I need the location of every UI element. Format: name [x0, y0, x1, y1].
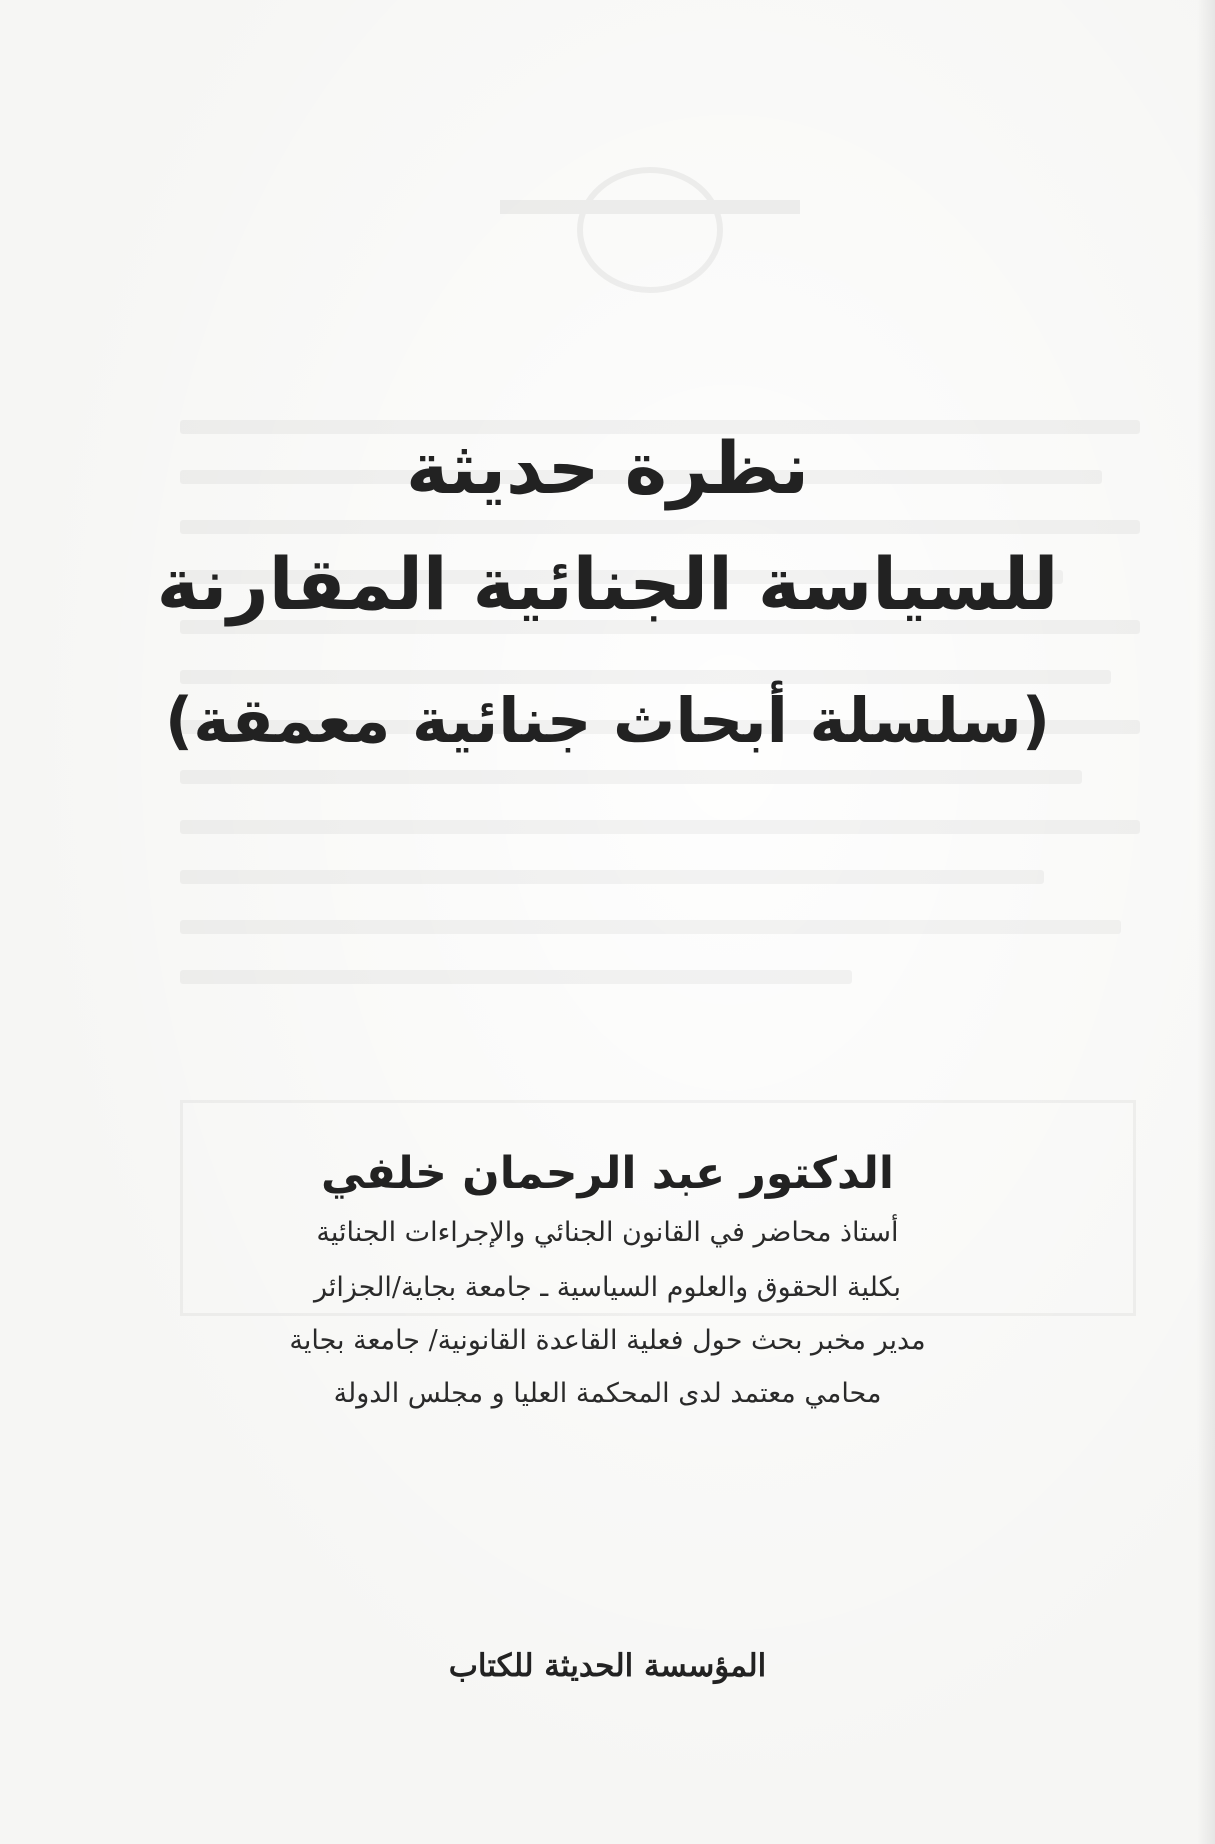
author-name: الدكتور عبد الرحمان خلفي	[321, 1148, 894, 1199]
series-subtitle: (سلسلة أبحاث جنائية معمقة)	[164, 684, 1051, 757]
book-title-line-2: للسياسة الجنائية المقارنة	[156, 542, 1059, 626]
author-affiliation: أستاذ محاضر في القانون الجنائي والإجراءات الجنائية	[316, 1217, 899, 1248]
author-affiliation: مدير مخبر بحث حول فعلية القاعدة القانونية/ جامعة بجاية	[289, 1325, 926, 1356]
page-edge-shadow	[1197, 0, 1215, 1844]
book-title-line-1: نظرة حديثة	[405, 426, 810, 510]
author-affiliation: محامي معتمد لدى المحكمة العليا و مجلس الدولة	[333, 1378, 882, 1409]
author-affiliation: بكلية الحقوق والعلوم السياسية ـ جامعة بجاية/الجزائر	[313, 1272, 902, 1303]
show-through-logo	[480, 150, 820, 310]
publisher-name: المؤسسة الحديثة للكتاب	[448, 1648, 767, 1684]
